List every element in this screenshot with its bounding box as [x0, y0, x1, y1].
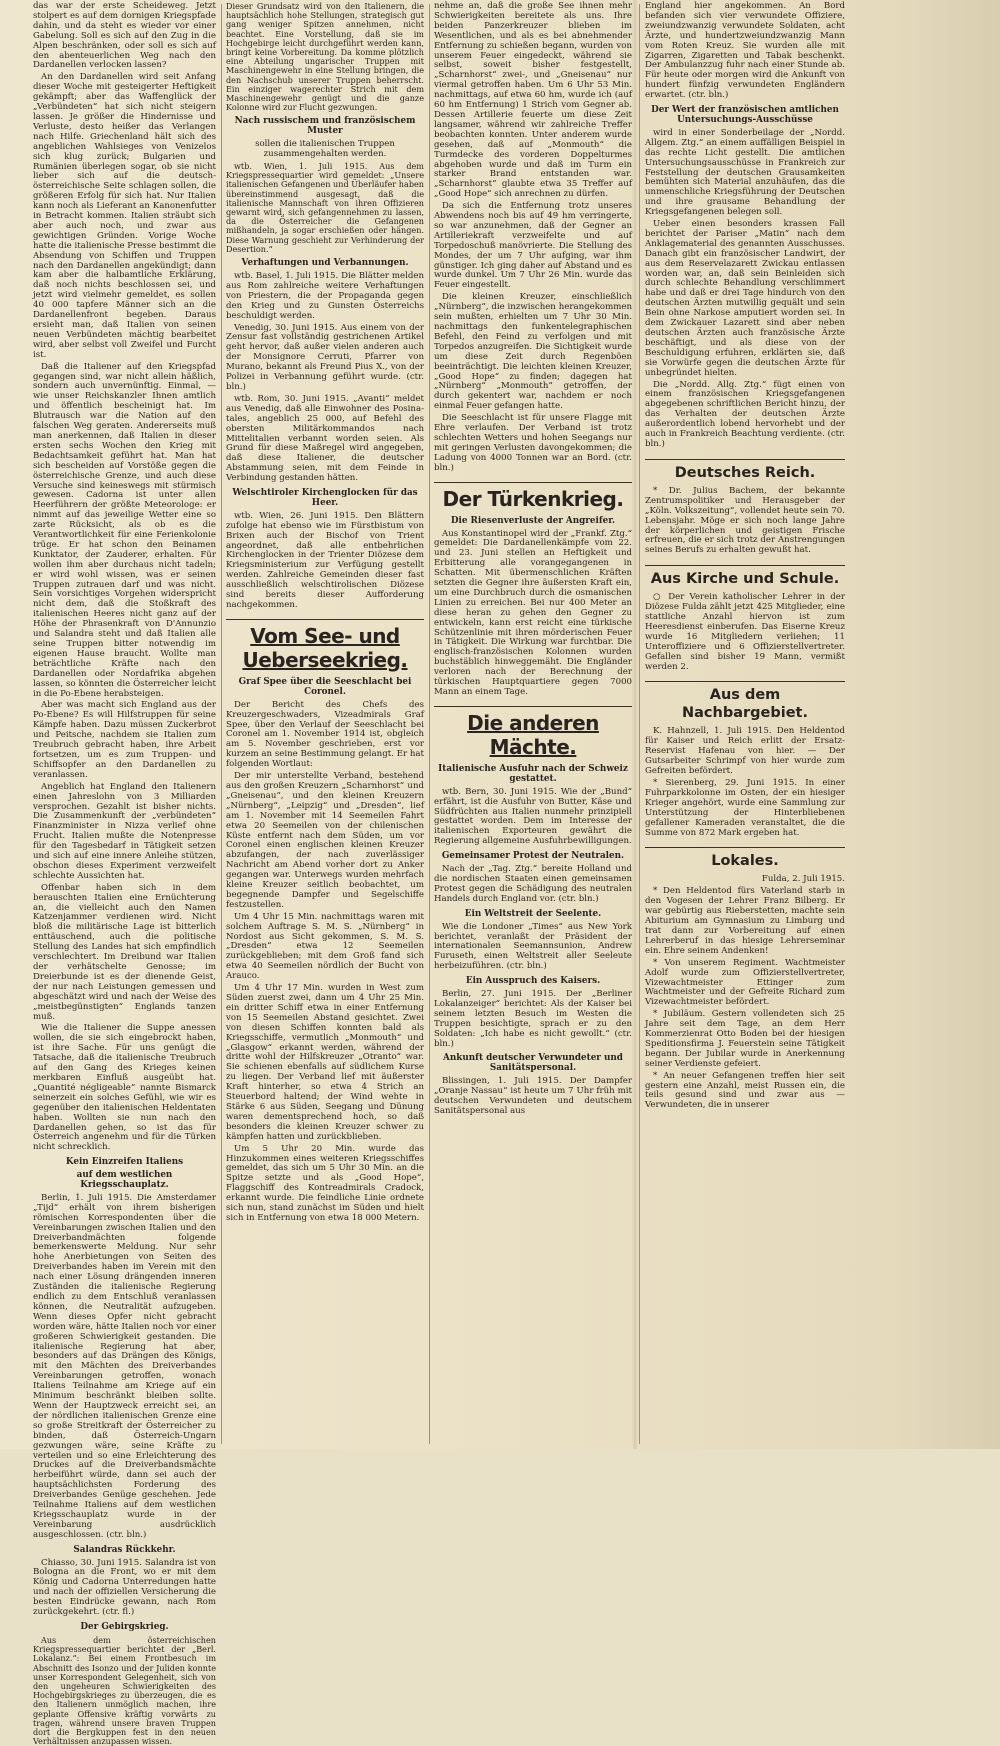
paragraph: Da sich die Entfernung trotz unseres Abwendens noch bis auf 49 hm verringerte, so war anzunehmen, daß der Gegner an Artilleriekraft verzweifelte und auf Torpedoschuß manövrierte. Die Stellung des Mondes, der um 7 Uhr aufging, war ihm günstiger. Ich ging daher auf Abstand und es wurde dunkel. Um 7 Uhr 26 Min. wurde das Feuer eingestellt. [434, 201, 632, 291]
paragraph: wtb. Rom, 30. Juni 1915. „Avanti“ meldet aus Venedig, daß alle Einwohner des Posina-tales, angeblich 25 000, auf Befehl des obersten Militärkommandos nach Mittelitalien verbannt worden seien. Als Grund für diese Maßregel wird angegeben, daß diese Italiener, die deutscher Abstammung seien, mit dem Feinde in Verbindung gestanden hätten. [226, 393, 424, 484]
paragraph: * Sierenberg, 29. Juni 1915. In einer Fuhrparkkolonne im Osten, der ein hiesiger Krieger angehört, wurde eine Sammlung zur Unterstützung der Hinterbliebenen gefallener Kameraden veranstaltet, die die Summe von 872 Mark ergeben hat. [645, 778, 845, 838]
paragraph: wtb. Wien, 26. Juni 1915. Den Blättern zufolge hat ebenso wie im Fürstbistum von Brixen auch der Bischof von Trient angeordnet, daß alle entbehrlichen Kirchenglocken in der Trienter Diözese dem Kriegsministerium zur Verfügung gestellt werden. Zahlreiche Gemeinden dieser fast ausschließlich welschtirolischen Diözese sind bereits dieser Aufforderung nachgekommen. [226, 510, 424, 610]
page-margin [900, 0, 1000, 1449]
paragraph: An den Dardanellen wird seit Anfang dieser Woche mit gesteigerter Heftigkeit gekämpft; aber das Waffenglück der „Verbündeten“ hat sich nicht steigern lassen. Je größer die Hindernisse und Verluste, desto heißer das Verlangen nach Hilfe. Griechenland hält sich des angeblichen Wahlsieges von Venizelos sich klug zurück; Bulgarien und Rumänien überlegen sogar, ob sie nicht lieber sich auf die deutsch-österreichische Seite schlagen sollen, die größeren Erfolg für sich hat. Nur Italien kann noch als Lieferant an Kanonenfutter in Betracht kommen. Italien sträubt sich aber auch noch, und zwar aus gewichtigen Gründen. Vorige Woche hatte die italienische Presse bestimmt die Absendung von Schiffen und Truppen nach den Dardanellen angekündigt; dann kam aber die halbamtliche Erklärung, daß noch nichts beschlossen sei, und jetzt wird vielmehr gemeldet, es sollen 40 000 tapfere Männer sich an die Dardanellenfront begeben. Daraus ersieht man, daß Italien von seinen neuen Verbündeten mächtig bearbeitet wird, aber selbst voll Zweifel und Furcht ist. [33, 72, 216, 360]
article-heading: Graf Spee über die Seeschlacht bei Coronel. [238, 676, 412, 697]
paragraph: das war der erste Scheideweg. Jetzt stolpert es auf dem dornigen Kriegspfade dahin, und da steht es wieder vor einer Gabelung. Soll es sich auf den Zug in die Alpen beschränken, oder soll es sich auf den abenteuerlichen Weg nach den Dardanellen verlocken lassen? [33, 1, 216, 71]
paragraph: Nach der „Tag. Ztg.“ bereite Holland und die nordischen Staaten einen gemeinsamen Protest gegen die Schädigung des neutralen Handels durch England vor. (ctr. bln.) [434, 864, 632, 904]
column-rule [221, 4, 222, 1444]
column-rule [639, 4, 640, 1444]
paragraph: Berlin, 27. Juni 1915. Der „Berliner Lokalanzeiger“ berichtet: Als der Kaiser bei seinem letzten Besuch im Westen die Truppen besichtigte, sprach er zu den Soldaten: „Ich habe es nicht gewollt.“ (ctr. bln.) [434, 989, 632, 1049]
paragraph: * Dr. Julius Bachem, der bekannte Zentrumspolitiker und Herausgeber der „Köln. Volkszeitung“, vollendet heute sein 70. Lebensjahr. Möge er sich noch lange Jahre der körperlichen und geistigen Frische erfreuen, die er sich trotz der Anstrengungen seines Berufs zu erhalten gewußt hat. [645, 485, 845, 556]
article-heading: Ankunft deutscher Verwundeter und Sanitätspersonal. [443, 1053, 623, 1074]
paragraph: wtb. Wien, 1. Juli 1915. Aus dem Kriegspressequartier wird gemeldet: „Unsere italienischen Gefangenen und Überläufer haben übereinstimmend ausgesagt, daß die italienische Mannschaft von ihren Offizieren gewarnt wird, sich gefangennehmen zu lassen, da die Österreicher die Gefangenen mißhandeln, ja sogar erschießen oder hängen. Diese Warnung geschieht zur Verhinderung der Desertion.“ [226, 161, 424, 254]
paragraph: Der Bericht des Chefs des Kreuzergeschwaders, Vizeadmirals Graf Spee, über den Verlauf der Seeschlacht bei Coronel am 1. November 1914 ist, obgleich am 5. November geschrieben, erst vor kurzem an seine Bestimmung gelangt. Er hat folgenden Wortlaut: [226, 699, 424, 770]
paragraph: Chiasso, 30. Juni 1915. Salandra ist von Bologna an die Front, wo er mit dem König und Cadorna Unterredungen hatte und nach der offiziellen Versicherung die besten Eindrücke gewann, nach Rom zurückgekehrt. (ctr. fl.) [33, 1557, 216, 1618]
article-subheading: auf dem westlichen Kriegsschauplatz. [76, 1170, 173, 1191]
section-heading: Aus dem Nachbargebiet. [645, 681, 845, 722]
section-heading: Aus Kirche und Schule. [645, 565, 845, 588]
paragraph: Die „Nordd. Allg. Ztg.“ fügt einen von einem französischen Kriegsgefangenen abgegebenen schriftlichen Bericht hinzu, der das Verhalten der deutschen Ärzte außerordentlich lobend hervorhebt und der auch in Frankreich Beachtung verdiente. (ctr. bln.) [645, 379, 845, 449]
paragraph: Dieser Grundsatz wird von den Italienern, die hauptsächlich hohe Stellungen, strategisch gut gang weniger Spitzen annehmen, nicht beachtet. Eine Vorstellung, daß sie im Hochgebirge leicht durchgeführt werden kann, bringt keine Vorbereitung. Da komme plötzlich eine Abteilung ungarischer Truppen mit Maschinengewehr in eine Stellung bringen, die den Nachschub unserer Truppen beherrscht. Ein einziger wagerechter Strich mit dem Maschinengewehr genügt und die ganze Kolonne wird zur Flucht gezwungen. [226, 1, 424, 113]
article-heading: Salandras Rückkehr. [73, 1544, 176, 1555]
paragraph: ○ Der Verein katholischer Lehrer in der Diözese Fulda zählt jetzt 425 Mitglieder, eine stattliche Anzahl hiervon ist zum Heeresdienst einberufen. Das Eiserne Kreuz wurde 16 Mitgliedern verliehen; 11 Unteroffiziere und 6 Offizierstellvertreter. Gefallen sind bisher 19 Mann, vermißt werden 2. [645, 592, 845, 672]
page-fold [632, 0, 638, 1449]
paragraph: Aus Konstantinopel wird der „Frankf. Ztg.“ gemeldet: Die Dardanellenkämpfe vom 22. und 23. Juni stellen an Heftigkeit und Erbitterung alle vorangegangenen in Schatten. Mit übermenschlichen Kräften setzten die Gegner ihre äußersten Kraft ein, um eine Durchbruch durch die osmanischen Linien zu erreichen. Bei nur 400 Meter an diese heran zu gehen den Gegner zu entwickeln, kann erst reicht eine türkische Schützenlinie mit ihren mörderischen Feuer in Tätigkeit. Die Wirkung war furchtbar. Die englisch-französischen Kolonnen wurden buchstäblich hinweggemäht. Die Engländer verloren nach der Berechnung der türkischen Hauptquartiere gegen 7000 Mann an einem Tage. [434, 528, 632, 697]
paragraph: wtb. Basel, 1. Juli 1915. Die Blätter melden aus Rom zahlreiche weitere Verhaftungen von Priestern, die der Propaganda gegen den Krieg und zu Gunsten Österreichs beschuldigt werden. [226, 271, 424, 321]
paragraph: Aus dem österreichischen Kriegspressequartier berichtet der „Berl. Lokalanz.“: Bei einem Frontbesuch im Abschnitt des Isonzo und der Juliden konnte unser Korrespondent Gelegenheit, sich von den ungeheuren Schwierigkeiten des Hochgebirgskrieges zu überzeugen, die es den Italienern unmöglich machen, ihre geplante Offensive kräftig vorwärts zu tragen, während unsere braven Truppen dort die Bergkuppen fest in den neuen Verhältnissen anzupassen wissen. [33, 1634, 216, 1746]
article-heading: Ein Ausspruch des Kaisers. [465, 976, 601, 987]
column-3 [434, 2, 632, 1447]
paragraph: Daß die Italiener auf den Kriegspfad gegangen sind, war nicht allein häßlich, sondern auch unvernünftig. Einmal, — wie unser Reichskanzler Ihnen amtlich und öffentlich bescheinigt hat. Im Blutrausch war die Nation auf den falschen Weg geraten. Andererseits muß man anerkennen, daß Italien in dieser ersten sechs Wochen den Krieg mit Bedachtsamkeit geführt hat. Man hat sich bescheiden auf Vorstöße gegen die österreichische Grenze, und auch diese Versuche sind keineswegs mit stürmisch gewesen. Cadorna ist unter allen Heerführern der größte Meteorologe: er nimmt auf das jeweilige Wetter eine so zarte Rücksicht, als ob es die Verantwortlichkeit für eine Ferienkolonie trüge. Er hat schon den Beinamen Kunktator, der Zauderer, erhalten. Für wollen ihm aber durchaus nicht tadeln; er wird wohl wissen, was er seinen Truppen zutrauen darf und was nicht. Sein vorsichtiges Vorgehen widerspricht nicht dem, daß die Stoßkraft des italienischen Heeres nicht ganz auf der Höhe der Phrasenkraft von D'Annunzio und Salandra steht und daß Italien alle seine Truppen bitter notwendig im eigenen Hause braucht. Wollte man beträchtliche Kräfte nach den Dardanellen oder Nordafrika abgehen lassen, so könnten die Österreicher leicht in die Po-Ebene herabsteigen. [33, 361, 216, 699]
paragraph: * Jubiläum. Gestern vollendeten sich 25 Jahre seit dem Tage, an dem Herr Kommerzienrat Otto Boden bei der hiesigen Speditionsfirma J. Feuerstein seine Tätigkeit begann. Der Jubilar wurde in Anerkennung seiner Verdienste gefeiert. [645, 1009, 845, 1069]
paragraph: K. Hahnzell, 1. Juli 1915. Den Heldentod für Kaiser und Reich erlitt der Ersatz-Reservist Hafenau von hier. — Der Gutsarbeiter Schrimpf von hier wurde zum Gefreiten befördert. [645, 726, 845, 777]
column-1 [33, 1, 216, 1746]
article-heading: Kein Einzreifen Italiens [65, 1157, 184, 1168]
paragraph: Blissingen, 1. Juli 1915. Der Dampfer „Oranje Nassau“ ist heute um 7 Uhr früh mit deutschen Verwundeten und deutschem Sanitätspersonal aus [434, 1076, 632, 1116]
section-heading: Der Türkenkrieg. [434, 482, 632, 511]
article-heading: Italienische Ausfuhr nach der Schweiz gestattet. [438, 763, 628, 784]
article-heading: Der Wert der französischen amtlichen Untersuchungs-Ausschüsse [651, 105, 839, 125]
paragraph: Venedig, 30. Juni 1915. Aus einem von der Zensur fast vollständig gestrichenen Artikel geht hervor, daß außer vielen anderen auch der Monsignore Cerruti, Pfarrer von Murano, bekannt als Freund Pius X., von der Polizei in Verbannung geführt wurde. (ctr. bln.) [226, 322, 424, 392]
article-heading: Welschtiroler Kirchenglocken für das Heer. [232, 488, 418, 508]
dateline: Fulda, 2. Juli 1915. [761, 874, 845, 885]
paragraph: Ueber einen besonders krassen Fall berichtet der Pariser „Matin“ nach dem Anklagematerial des genannten Ausschusses. Danach gibt ein französischer Landwirt, der aus dem Reservelazarett Zwickau entlassen worden war, an, daß sein Beinleiden sich durch schlechte Behandlung verschlimmert habe und daß er drei Tage hindurch von den deutschen Ärzten mutwillig gequält und sein Bein ohne Narkose amputiert worden sei. In dem Zwickauer Lazarett sind aber neben deutschen Ärzten auch französische Ärzte beschäftigt, und als diese von der Beschuldigung erfuhren, erklärten sie, daß sie Vorwürfe gegen die deutschen Ärzte für unbegründet hielten. [645, 219, 845, 378]
paragraph: * Von unserem Regiment. Wachtmeister Adolf wurde zum Offizierstellvertreter, Vizewachtmeister Ettinger zum Wachtmeister und der Gefreite Richard zum Vizewachtmeister befördert. [645, 957, 845, 1008]
article-heading: Nach russischem und französischem Muster [234, 116, 416, 137]
paragraph: wtb. Bern, 30. Juni 1915. Wie der „Bund“ erfährt, ist die Ausfuhr von Butter, Käse und Südfrüchten aus Italien nunmehr prinzipiell gestattet worden. Dem im Interesse der italienischen Exporteuren gewährt die Regierung allgemeine Ausfuhrbewilligungen. [434, 786, 632, 847]
article-heading: Die Riesenverluste der Angreifer. [450, 515, 616, 526]
paragraph: Die kleinen Kreuzer, einschließlich „Nürnberg“, die inzwischen herangekommen sein mußten, erhielten um 7 Uhr 30 Min. nachmittags den funkentelegraphischen Befehl, den Feind zu verfolgen und mit Torpedos anzugreifen. Die Sichtigkeit wurde um diese Zeit durch Regenböen beeinträchtigt. Die leichten kleinen Kreuzer, „Good Hope“ zu finden; dagegen hat „Nürnberg“ „Monmouth“ getroffen, der durch gekentert war, nachdem er noch einmal Feuer gefangen hatte. [434, 292, 632, 412]
paragraph: * Den Heldentod fürs Vaterland starb in den Vogesen der Lehrer Franz Bilberg. Er war gebürtig aus Rieberstetten, machte sein Abiturium am Gymnasium zu Limburg und trat dann zur Vorbereitung auf einen Lehrerberuf in das hiesige Lehrerseminar ein. Ehre seinem Andenken! [645, 886, 845, 956]
paragraph: wird in einer Sonderbeilage der „Nordd. Allgem. Ztg.“ an einem auffälligen Beispiel in das rechte Licht gestellt. Die amtlichen Untersuchungsausschüsse in Frankreich zur Feststellung der deutschen Grausamkeiten bemühten sich Material anzuhäufen, das die unmenschliche Kriegsführung der Deutschen und ihre grausame Behandlung der Kriegsgefangenen belegen soll. [645, 127, 845, 218]
section-heading: Deutsches Reich. [645, 459, 845, 482]
paragraph: nehme an, daß die große See ihnen mehr Schwierigkeiten bereitete als uns. Ihre beiden Panzerkreuzer blieben im Wesentlichen, und als es bei abnehmender Entfernung zu schießen begann, wurden von unserem Feuer eingedeckt, während sie selbst, soweit bisher festgestellt, „Scharnhorst“ zwei-, und „Gneisenau“ nur viermal getroffen haben. Um 6 Uhr 53 Min. nachmittags, auf etwa 60 hm, wurde ich (auf 60 hm Entfernung) 1 Strich vom Gegner ab. Dessen Artillerie feuerte um diese Zeit langsamer, während wir zahlreiche Treffer beobachten konnten. Unter anderem wurde gesehen, daß auf „Monmouth“ die Turmdecke des vorderen Doppelturmes abgehoben wurde und daß im Turm ein starker Brand entstanden war. „Scharnhorst“ glaubte etwa 35 Treffer auf „Good Hope“ sich anrechnen zu dürfen. [434, 1, 632, 200]
paragraph: Um 5 Uhr 20 Min. wurde das Hinzukommen eines weiteren Kriegsschiffes gemeldet, das sich um 5 Uhr 30 Min. an die Spitze setzte und als „Good Hope“, Flaggschiff des Kontreadmirals Cradock, erkannt wurde. Die feindliche Linie ordnete sich nun, stand zunächst im Süden und hielt sich in Entfernung von etwa 18 000 Metern. [226, 1143, 424, 1223]
column-rule [429, 4, 430, 1444]
paragraph: Angeblich hat England den Italienern einen Jahreslohn von 3 Milliarden versprochen. Gezahlt ist bisher nichts. Die Zusammenkunft der „verbündeten“ Finanzminister in Nizza verlief ohne Frucht. Italien mußte die Notenpresse für den Tagesbedarf in Tätigkeit setzen und sich auf eine innere Anleihe stützen, obschon dieses Experiment verzweifelt schlechte Aussichten hat. [33, 781, 216, 881]
article-heading: Der Gebirgskrieg. [80, 1622, 169, 1632]
column-2 [226, 2, 424, 1447]
paragraph: Offenbar haben sich in dem berauschten Italien eine Ernüchterung an, die vielleicht auch den Namen Katzenjammer verdienen wird. Nicht bloß die militärische Lage ist bitterlich enttäuschend, auch die politische Stellung des Landes hat sich empfindlich verschlechtert. Im Dreibund war Italien der verhätschelte Genosse; im Dreierbunde ist es der dienende Geist, der nur nach Leistungen gemessen und abgeschätzt wird und nach der Weise des „meistbegünstigten“ Englands tanzen muß. [33, 882, 216, 1022]
paragraph: Berlin, 1. Juli 1915. Die Amsterdamer „Tijd“ erhält von ihrem bisherigen römischen Korrespondenten über die Vereinbarungen zwischen Italien und den Dreiverbandmächten folgende bemerkenswerte Meldung. Nur sehr hohe Anerbietungen von Seiten des Dreiverbandes haben im Verein mit den nach einer Lösung drängenden inneren Zuständen die italienische Regierung endlich zu dem Entschluß veranlassen können, die Neutralität aufzugeben. Wenn dieses Opfer nicht gebracht worden wäre, hätte Italien noch vor einer großeren Schwierigkeit gestanden. Die italienische Regierung hat aber, besonders auf das Drängen des Königs, mit den Mächten des Dreiverbandes Vereinbarungen getroffen, wonach Italiens Teilnahme am Kriege auf ein Minimum beschränkt bleiben sollte. Wenn der Hauptzweck erreicht sei, an der nördlichen italienischen Grenze eine so große Streitkraft der Österreicher zu binden, daß Österreich-Ungarn gezwungen wäre, seine Kräfte zu verteilen und so eine Erleichterung des Druckes auf die Dreiverbandsmächte herbeiführt würde, dann sei auch der hauptsächlichsten Forderung des Dreiverbandes Genüge geschehen. Jede Teilnahme Italiens auf dem westlichen Kriegsschauplatz wurde in der Vereinbarung ausdrücklich ausgeschlossen. (ctr. bln.) [33, 1192, 216, 1540]
column-4 [645, 2, 845, 1447]
paragraph: Aber was macht sich England aus der Po-Ebene? Es will Hilfstruppen für seine Kämpfe haben. Dazu müssen Zuckerbrot und Peitsche, nachdem sie Italien zum Treubruch gebracht haben, ihre Arbeit fortsetzen, um es zum Truppen- und Schiffsopfer an den Dardanellen zu veranlassen. [33, 700, 216, 780]
article-heading: Verhaftungen und Verbannungen. [241, 258, 409, 269]
section-heading: Vom See- und Ueberseekrieg. [226, 619, 424, 672]
paragraph: Die Seeschlacht ist für unsere Flagge mit Ehre verlaufen. Der Verband ist trotz schlechten Wetters und hohen Seegangs nur mit geringen Verlusten davongekommen; die Ladung von 4000 Tonnen war an Bord. (ctr. bln.) [434, 413, 632, 473]
article-subheading: sollen die italienischen Truppen zusammengehalten werden. [255, 139, 395, 160]
paragraph: Um 4 Uhr 17 Min. wurden in West zum Süden zuerst zwei, dann um 4 Uhr 25 Min. ein dritter Schiff etwa in einer Entfernung von 15 Seemeilen Abstand gesichtet. Zwei von diesen Schiffen konnten bald als Kriegsschiffe, vermutlich „Monmouth“ und „Glasgow“ erkannt werden, während der dritte wohl der Hilfskreuzer „Otranto“ war. Sie schienen ebenfalls auf südlichem Kurse zu liegen. Der Verband lief mit äußerster Kraft hinterher, so etwa 4 Strich an Steuerbord haltend; der Wind wehte in Stärke 6 aus Süden, Seegang und Dünung waren dementsprechend hoch, so daß besonders die kleinen Kreuzer schwer zu kämpfen hatten und zurückblieben. [226, 983, 424, 1142]
paragraph: Um 4 Uhr 15 Min. nachmittags waren mit solchem Auftrage S. M. S. „Nürnberg“ in Nordost aus Sicht gekommen, S. M. S. „Dresden“ etwa 12 Seemeilen zurückgeblieben; mit dem Groß fand sich etwa 40 Seemeilen nördlich der Bucht von Arauco. [226, 911, 424, 982]
paragraph: Wie die Italiener die Suppe anessen wollen, die sie sich eingebrockt haben, ist ihre Sache. Für uns genügt die Tatsache, daß die italienische Treubruch auf den Gang des Krieges keinen merkbaren Einfluß ausgeübt hat. „Quantité négligeable“ nannte Bismarck seinerzeit ein solches Gefühl, wie wir es gegenüber den italienischen Heldentaten haben. Wollten sie nun nach den Dardanellen gehen, so ist das für Österreich angenehm und für die Türken nicht schrecklich. [33, 1023, 216, 1153]
paragraph: * An neuer Gefangenen treffen hier seit gestern eine Anzahl, meist Russen ein, die teils gesund sind und zwar aus — Verwundeten, die in unserer [645, 1070, 845, 1111]
section-heading: Die anderen Mächte. [434, 706, 632, 759]
section-heading: Lokales. [645, 847, 845, 870]
paragraph: England hier angekommen. An Bord befanden sich vier verwundete Offiziere, zweiundzwanzig verwundete Soldaten, acht Ärzte, und hundertzweiundzwanzig Mann vom Roten Kreuz. Sie wurden alle mit Zigarren, Zigaretten und Tabak beschenkt. Der Ambulanzzug fuhr nach einer Stunde ab. Für heute oder morgen wird die Ankunft von hundert fünfzig verwundeten Engländern erwartet. (ctr. bln.) [645, 1, 845, 101]
paragraph: Der mir unterstellte Verband, bestehend aus den großen Kreuzern „Scharnhorst“ und „Gneisenau“, und den kleinen Kreuzern „Nürnberg“, „Leipzig“ und „Dresden“, lief am 1. November mit 14 Seemeilen Fahrt etwa 20 Seemeilen von der chilenischen Küste entfernt nach dem Süden, um vor Coronel einen englischen kleinen Kreuzer abzufangen, der nach zuverlässiger Nachricht am Abend vorher dort zu Anker gegangen war. Unterwegs wurden mehrfach kleine Kreuzer seitlich beobachtet, um begegnende Dampfer und Segelschiffe festzustellen. [226, 771, 424, 910]
article-heading: Gemeinsamer Protest der Neutralen. [441, 851, 625, 862]
paragraph: Wie die Londoner „Times“ aus New York berichtet, veranlaßt der Präsident der internationalen Seemannsunion, Andrew Furuseth, einen Weltstreit aller Seeleute herbeizuführen. (ctr. bln.) [434, 921, 632, 972]
article-heading: Ein Weltstreit der Seelente. [464, 908, 602, 919]
